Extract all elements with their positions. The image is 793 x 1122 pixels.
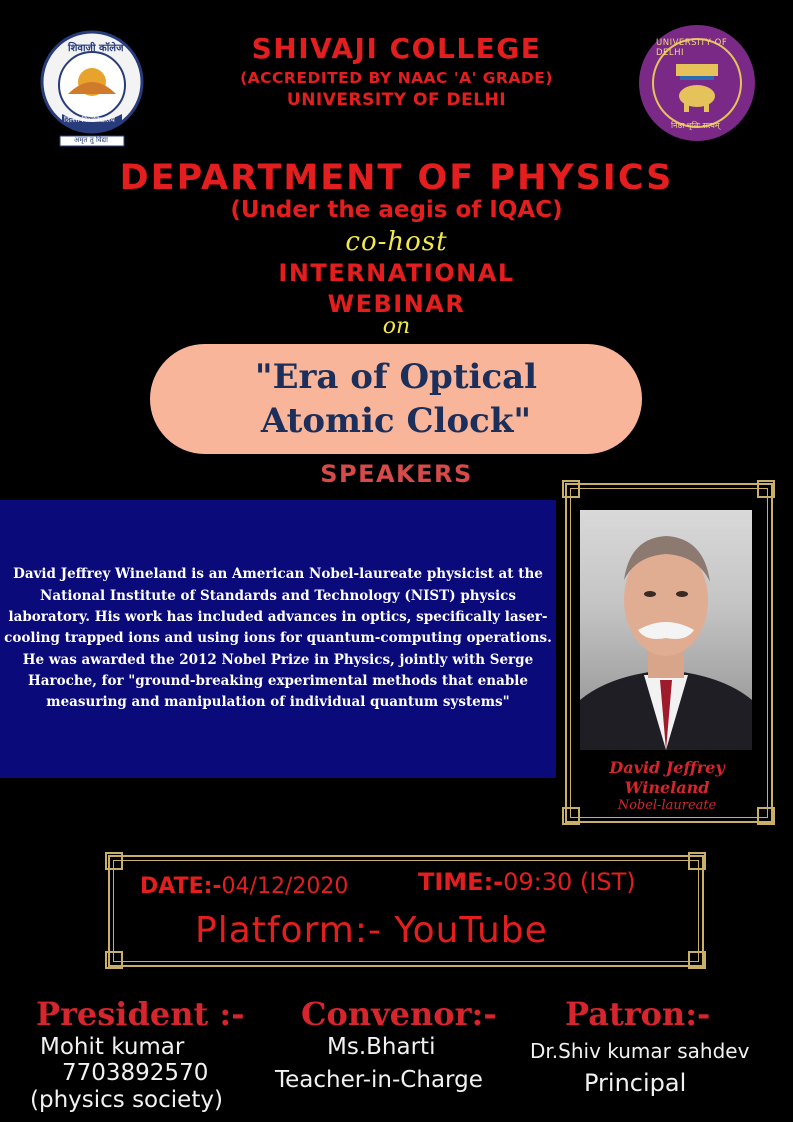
accreditation: (ACCREDITED BY NAAC 'A' GRADE) [240, 69, 553, 87]
patron-name: Dr.Shiv kumar sahdev [530, 1039, 750, 1063]
schedule-corner-tr [688, 852, 706, 870]
department-title: DEPARTMENT OF PHYSICS [119, 158, 674, 198]
schedule-corner-br [688, 951, 706, 969]
speaker-portrait-icon [580, 510, 752, 750]
left-logo-bottom-text: अमृत तु विद्या [74, 136, 108, 144]
left-logo-top-text: शिवाजी कॉलेज [68, 43, 124, 54]
president-org: (physics society) [30, 1087, 223, 1113]
date-row [140, 874, 348, 899]
convenor-role: Teacher-in-Charge [275, 1067, 483, 1093]
speaker-photo [580, 510, 752, 750]
date-value: 04/12/2020 [221, 874, 349, 899]
convenor-name: Ms.Bharti [327, 1034, 436, 1060]
speaker-name-line-1: David Jeffrey [609, 758, 725, 777]
aegis-text: (Under the aegis of IQAC) [230, 197, 563, 223]
speaker-name-line-2: Wineland [624, 778, 710, 797]
topic-pill [150, 344, 642, 454]
convenor-title: Convenor:- [301, 995, 497, 1033]
time-row [418, 868, 636, 896]
president-name: Mohit kumar [40, 1034, 185, 1060]
speaker-bio [0, 500, 556, 778]
patron-title: Patron:- [565, 995, 711, 1033]
event-line-1: INTERNATIONAL [278, 259, 515, 287]
platform-text: Platform:- YouTube [195, 910, 548, 951]
schedule-corner-bl [105, 951, 123, 969]
university-name: UNIVERSITY OF DELHI [286, 90, 507, 110]
cohost-text: co-host [345, 227, 448, 257]
schedule-corner-tl [105, 852, 123, 870]
on-text: on [382, 314, 411, 339]
topic-line-1: "Era of Optical [254, 357, 538, 397]
right-logo-bottom-text: निष्ठा धृतिः सत्यम् [671, 121, 720, 130]
date-label: DATE:- [140, 874, 222, 899]
right-logo-ring-text: UNIVERSITY OF DELHI [656, 38, 728, 58]
patron-role: Principal [584, 1069, 687, 1097]
time-value: 09:30 (IST) [503, 868, 636, 896]
president-phone: 7703892570 [62, 1060, 209, 1086]
college-name: SHIVAJI COLLEGE [251, 32, 542, 65]
speakers-heading: SPEAKERS [320, 460, 473, 488]
speaker-title: Nobel-laureate [617, 798, 717, 813]
left-logo-middle-text: दिल्ली विश्वविद्यालय [64, 116, 115, 124]
time-label: TIME:- [418, 868, 504, 896]
topic-line-2: Atomic Clock" [260, 401, 532, 441]
event-line-2: WEBINAR [327, 290, 466, 318]
frame-corner-tl [562, 480, 580, 498]
frame-corner-tr [757, 480, 775, 498]
speaker-bio-text: David Jeffrey Wineland is an American Nobel-laureate physicist at the National Institute of Standards and Technology (NIST) physics laboratory. His work has included advances in optics, specifically laser-cooling trapped ions and using ions for quantum-computing operations. He was awarded the 2012 Nobel Prize in Physics, jointly with Serge Haroche, for "ground-breaking experimental methods that enable measuring and manipulation of individual quantum systems" [4, 566, 552, 711]
president-title: President :- [36, 995, 245, 1033]
